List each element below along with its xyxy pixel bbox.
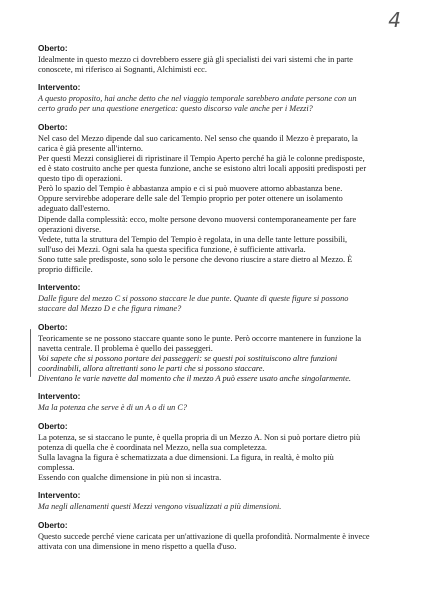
dialogue-block <box>38 283 421 314</box>
text-line: Idealmente in questo mezzo ci dovrebbero essere già gli specialisti dei vari sistemi che in parte <box>38 55 353 64</box>
text-line: operazioni diverse. <box>38 224 102 234</box>
dialogue-block <box>38 491 421 512</box>
text-line: Questo succede perché viene caricata per un'attivazione di quella profondità. Normalmente è invece <box>38 531 370 541</box>
speaker-label: Oberto: <box>38 421 68 431</box>
text-line: conoscete, mi riferisco ai Sognanti, Alchimisti ecc. <box>38 65 207 75</box>
text-line: staccare dal Mezzo D e che figura rimane? <box>38 304 182 314</box>
dialogue-block <box>38 422 421 483</box>
text-line: certo grado per una questione energetica: questo discorso vale anche per i Mezzi? <box>38 104 313 114</box>
text-line: Sulla lavagna la figura è schematizzata a due dimensioni. La figura, in realtà, è molto più <box>38 452 334 462</box>
text-line: Vedete, tutta la struttura del Tempio del Tempio è regolata, in una delle tante letture possibili, <box>38 234 348 244</box>
text-line: Oppure servirebbe adoperare delle sale del Tempio proprio per poter ottenere un isolamento <box>38 194 343 204</box>
text-line: Però lo spazio del Tempio è abbastanza ampio e ci si può muovere attorno abbastanza bene. <box>38 184 343 194</box>
dialogue-block <box>38 521 421 552</box>
text-line: Sono tutte sale predisposte, sono solo le persone che devono riuscire a stare dietro al Mezzo. È <box>38 254 353 264</box>
text-line: A questo proposito, hai anche detto che nel viaggio temporale sarebbero andate persone con un <box>38 94 357 104</box>
speaker-label: Intervento: <box>38 283 81 293</box>
text-line: ed è stato costruito anche per questa funzione, anche se esistono altri locali appositi predisposti per <box>38 164 367 174</box>
text-line: Per questi Mezzi consiglierei di ripristinare il Tempio Aperto perché ha già le colonne predisposte, <box>38 153 365 163</box>
text-line: Nel caso del Mezzo dipende dal suo caricamento. Nel senso che quando il Mezzo è preparato, la <box>38 133 358 143</box>
speaker-label: Oberto: <box>38 44 68 53</box>
text-line: Essendo con qualche dimensione in più non si incastra. <box>38 472 222 482</box>
text-line: Ma negli allenamenti questi Mezzi vengono visualizzati a più dimensioni. <box>38 502 282 512</box>
document-body <box>38 44 421 560</box>
text-line: questo tipo di operazioni. <box>38 174 123 184</box>
text-line: navetta centrale. Il problema è quello dei passeggeri. <box>38 343 213 353</box>
text-line: adeguato dall'esterno. <box>38 204 110 214</box>
text-line: Voi sapete che si possono portare dei passeggeri: se questi poi sostituiscono altre funzioni <box>38 353 338 363</box>
text-line: Teoricamente se ne possono staccare quante sono le punte. Però occorre mantenere in funzione la <box>38 333 362 343</box>
speaker-label: Intervento: <box>38 392 81 402</box>
text-line: Dipende dalla complessità: ecco, molte persone devono muoversi contemporaneamente per fare <box>38 214 357 224</box>
speaker-label: Intervento: <box>38 491 81 501</box>
text-line: proprio difficile. <box>38 264 93 274</box>
text-line: carica è già presente all'interno. <box>38 143 143 153</box>
text-line: Ma la potenza che serve è di un A o di un C? <box>38 403 188 413</box>
text-line: coordinabili, allora altrettanti sono le parti che si possono staccare. <box>38 363 265 373</box>
speaker-label: Intervento: <box>38 83 81 93</box>
text-line: complessa. <box>38 462 75 472</box>
dialogue-block <box>38 123 421 275</box>
page-number: 4 <box>388 8 401 32</box>
dialogue-block <box>38 392 421 413</box>
speaker-label: Oberto: <box>38 122 68 132</box>
text-line: Diventano le varie navette dal momento che il mezzo A può essere usato anche singolarmente. <box>38 374 351 383</box>
dialogue-block <box>38 83 421 114</box>
text-line: Dalle figure del mezzo C si possono staccare le due punte. Quante di queste figure si possono <box>38 294 349 304</box>
text-line: attivata con una dimensione in meno rispetto a quella d'uso. <box>38 541 237 551</box>
text-line: La potenza, se si staccano le punte, è quella propria di un Mezzo A. Non si può portare dietro più <box>38 432 361 442</box>
dialogue-block <box>38 323 421 384</box>
speaker-label: Oberto: <box>38 322 68 332</box>
dialogue-block <box>38 44 421 75</box>
speaker-label: Oberto: <box>38 520 68 530</box>
text-line: potenza di quella che è coordinata nel Mezzo, nella sua completezza. <box>38 442 267 452</box>
text-line: sull'uso dei Mezzi. Ogni sala ha questa specifica funzione, è sufficiente attivarla. <box>38 244 306 254</box>
